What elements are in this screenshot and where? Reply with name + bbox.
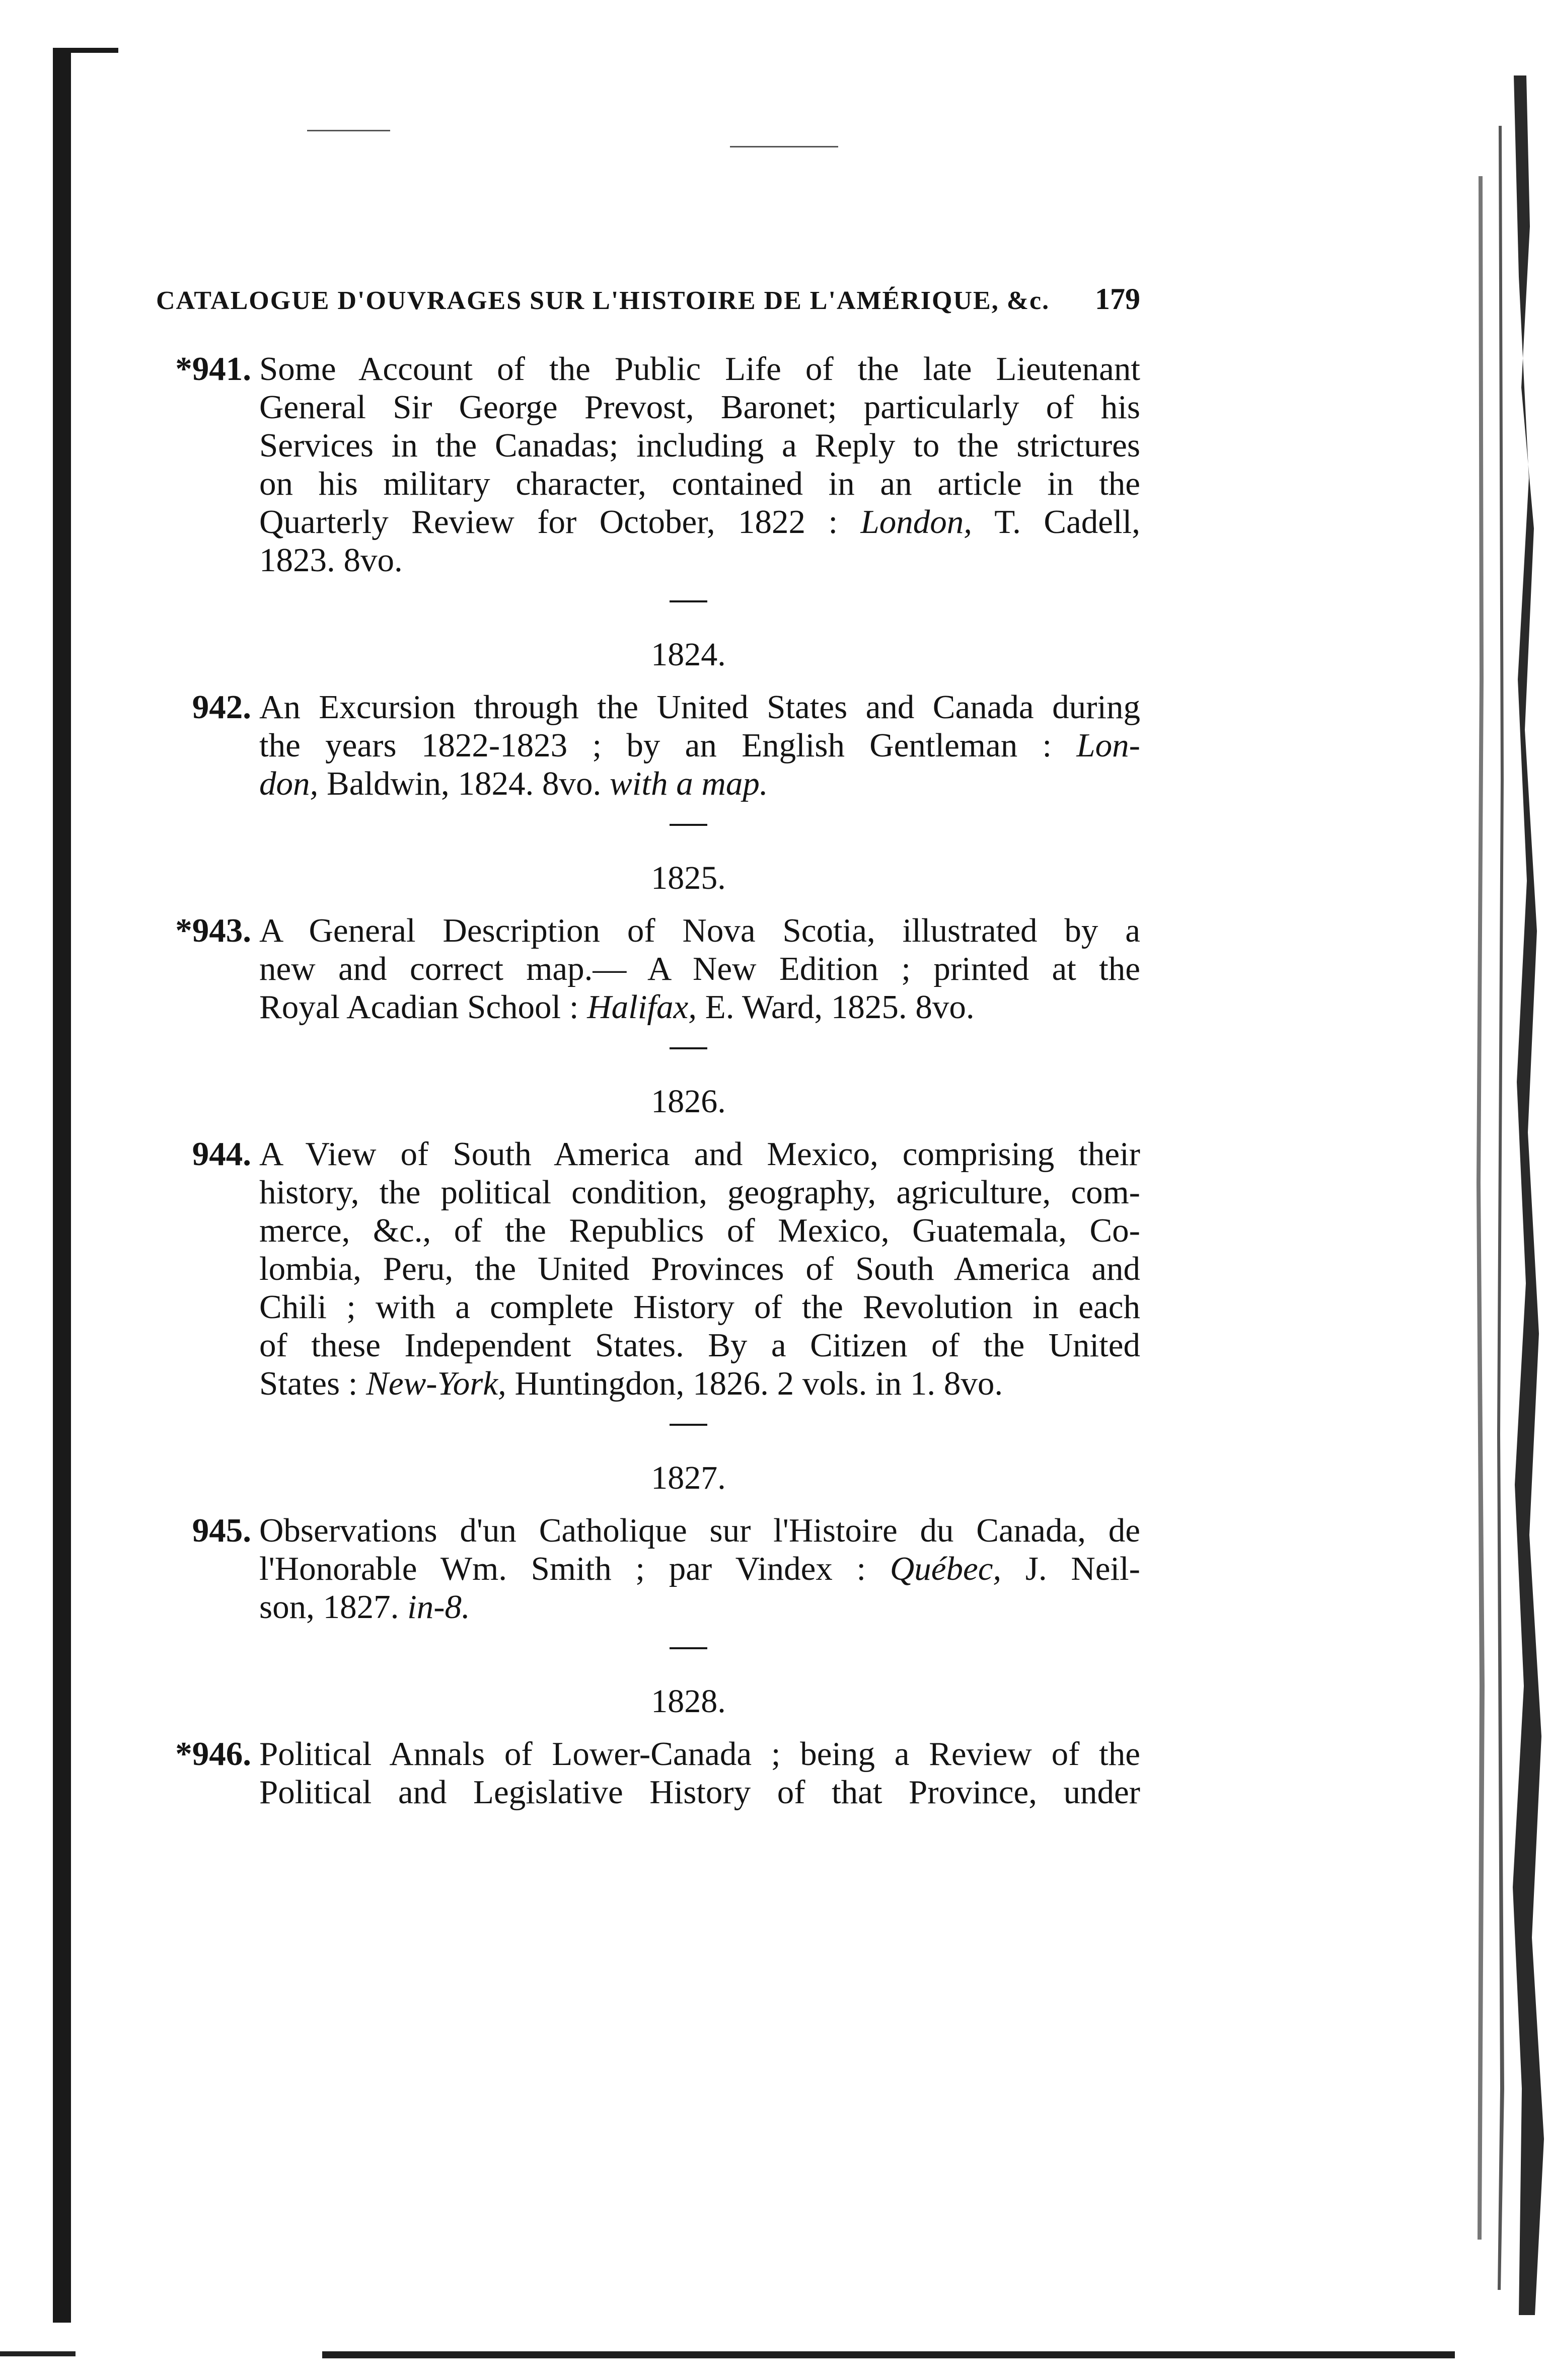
catalogue-entry: [156, 688, 1140, 803]
italic-text: with a map.: [610, 765, 768, 802]
year-heading: 1828.: [651, 1683, 726, 1720]
italic-text: in-8.: [407, 1588, 470, 1626]
catalogue-page: [156, 282, 1140, 1811]
italic-text: don,: [259, 765, 319, 802]
entry-line: don, Baldwin, 1824. 8vo. with a map.: [259, 765, 768, 802]
entry-line: lombia, Peru, the United Provinces of South America and: [259, 1250, 1140, 1287]
section-separator: [670, 600, 707, 602]
bottom-scan-rule: [322, 2351, 1455, 2358]
entry-text: [259, 1735, 1140, 1811]
entry-number: 945.: [192, 1512, 251, 1549]
page-number: 179: [1095, 282, 1140, 316]
entry-line: States : New-York, Huntingdon, 1826. 2 vols. in 1. 8vo.: [259, 1365, 1003, 1402]
page-edge-texture: [1418, 75, 1549, 2315]
entry-number: *943.: [175, 912, 251, 949]
stray-mark-2: [730, 146, 838, 147]
entry-line: l'Honorable Wm. Smith ; par Vindex : Québec, J. Neil-: [259, 1550, 1140, 1587]
entry-number: 942.: [192, 688, 251, 726]
section-separator: [670, 1647, 707, 1649]
entry-line: new and correct map.— A New Edition ; printed at the: [259, 950, 1140, 987]
entry-line: General Sir George Prevost, Baronet; particularly of his: [259, 389, 1140, 426]
entry-line: 1823. 8vo.: [259, 542, 403, 579]
entry-line: Services in the Canadas; including a Reply to the strictures: [259, 427, 1140, 464]
entry-text: [259, 350, 1140, 579]
entry-line: An Excursion through the United States and Canada during: [259, 688, 1140, 726]
bottom-scan-rule-left: [0, 2351, 76, 2356]
catalogue-entry: [156, 1135, 1140, 1403]
catalogue-entry: [156, 1735, 1140, 1811]
entry-number: 944.: [192, 1135, 251, 1173]
italic-text: New-York,: [366, 1365, 506, 1402]
italic-text: London,: [860, 503, 973, 541]
stray-mark-1: [307, 130, 390, 131]
entry-line: son, 1827. in-8.: [259, 1588, 470, 1626]
italic-text: Québec,: [890, 1550, 1002, 1587]
catalogue-entry: [156, 350, 1140, 579]
italic-text: Halifax,: [587, 988, 697, 1026]
entry-line: Chili ; with a complete History of the Revolution in each: [259, 1288, 1140, 1326]
entry-line: Political and Legislative History of that Province, under: [259, 1774, 1140, 1811]
year-heading: 1825.: [651, 860, 726, 896]
year-heading: 1824.: [651, 636, 726, 673]
entry-text: [259, 1135, 1140, 1403]
year-heading: 1827.: [651, 1460, 726, 1496]
entry-line: merce, &c., of the Republics of Mexico, Guatemala, Co-: [259, 1212, 1140, 1249]
entry-text: [259, 911, 1140, 1026]
running-head-title: CATALOGUE D'OUVRAGES SUR L'HISTOIRE DE L'AMÉRIQUE, &c.: [156, 286, 1050, 315]
section-separator: [670, 824, 707, 826]
entry-line: the years 1822-1823 ; by an English Gentleman : Lon-: [259, 727, 1140, 764]
entry-list: [156, 350, 1140, 1811]
entry-line: history, the political condition, geography, agriculture, com-: [259, 1174, 1140, 1211]
binding-edge-bar: [53, 48, 71, 2323]
catalogue-entry: [156, 911, 1140, 1026]
entry-line: Political Annals of Lower-Canada ; being a Review of the: [259, 1735, 1140, 1773]
entry-text: [259, 1511, 1140, 1626]
entry-line: of these Independent States. By a Citizen of the United: [259, 1327, 1140, 1364]
entry-text: [259, 688, 1140, 803]
entry-line: A View of South America and Mexico, comprising their: [259, 1135, 1140, 1173]
section-separator: [670, 1424, 707, 1426]
entry-line: on his military character, contained in an article in the: [259, 465, 1140, 502]
entry-line: Observations d'un Catholique sur l'Histoire du Canada, de: [259, 1512, 1140, 1549]
entry-line: A General Description of Nova Scotia, illustrated by a: [259, 912, 1140, 949]
year-heading: 1826.: [651, 1083, 726, 1120]
catalogue-entry: [156, 1511, 1140, 1626]
italic-text: Lon-: [1076, 727, 1140, 764]
entry-number: *946.: [175, 1735, 251, 1773]
entry-number: *941.: [175, 350, 251, 388]
page-edge-shadow: [1418, 75, 1549, 2315]
section-separator: [670, 1047, 707, 1049]
running-head: [156, 282, 1140, 317]
entry-line: Royal Acadian School : Halifax, E. Ward, 1825. 8vo.: [259, 988, 975, 1026]
entry-line: Quarterly Review for October, 1822 : London, T. Cadell,: [259, 503, 1140, 541]
entry-line: Some Account of the Public Life of the late Lieutenant: [259, 350, 1140, 388]
